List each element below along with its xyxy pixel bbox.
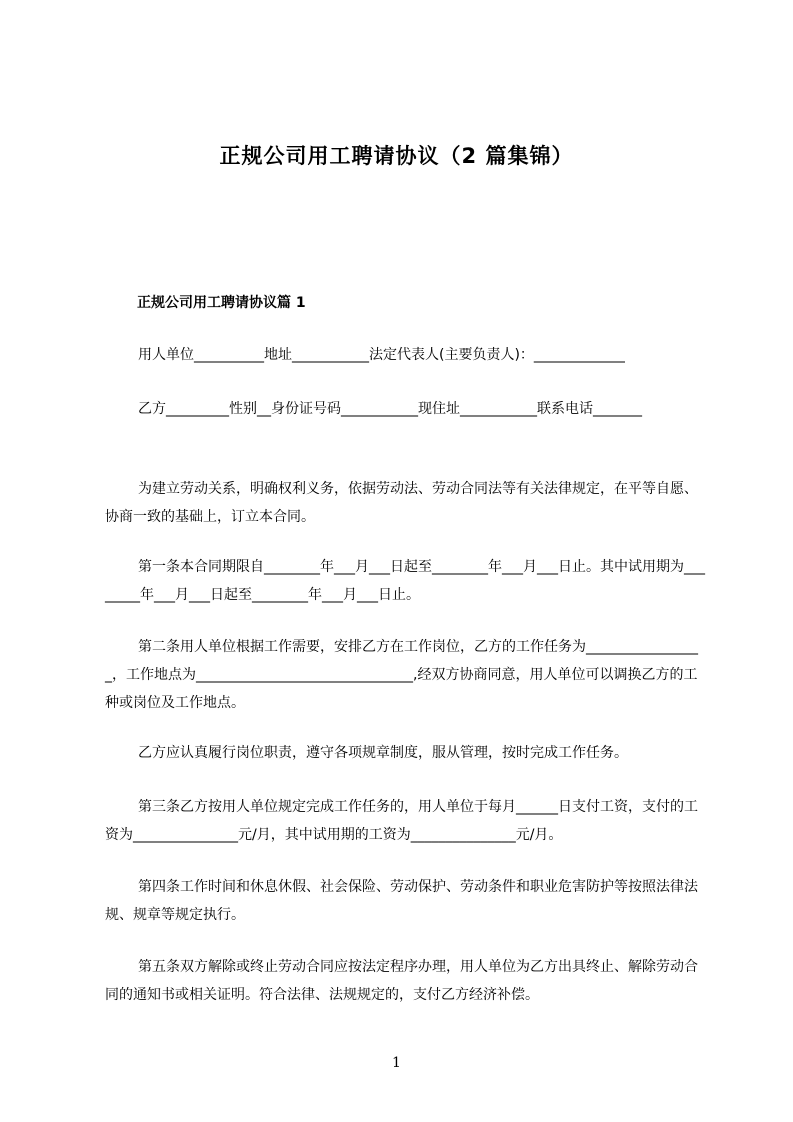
paragraph-parties: 用人单位__________地址___________法定代表人(主要负责人)：_____________ — [138, 347, 625, 363]
paragraph-preamble: 为建立劳动关系，明确权利义务，依据劳动法、劳动合同法等有关法律规定，在平等自愿、协商一致的基础上，订立本合同。 — [105, 481, 698, 525]
paragraph-party-b: 乙方_________性别__身份证号码___________现住址___________联系电话_______ — [138, 401, 642, 417]
paragraph-article-4: 第四条工作时间和休息休假、社会保险、劳动保护、劳动条件和职业危害防护等按照法律法规、规章等规定执行。 — [105, 879, 698, 923]
section-title: 正规公司用工聘请协议篇 1 — [137, 295, 306, 311]
paragraph-article-2: 第二条用人单位根据工作需要，安排乙方在工作岗位，乙方的工作任务为_________________，工作地点为_______________________________,经双方协商同意，用人单位可以调换乙方的工种或岗位及工作地点。 — [105, 639, 698, 711]
document-title: 正规公司用工聘请协议（2 篇集锦） — [219, 144, 574, 168]
paragraph-duties: 乙方应认真履行岗位职责，遵守各项规章制度，服从管理，按时完成工作任务。 — [138, 745, 628, 761]
paragraph-article-1: 第一条本合同期限自________年___月___日起至________年___月___日止。其中试用期为________年___月___日起至________年___月___日止。 — [105, 559, 705, 603]
paragraph-article-3: 第三条乙方按用人单位规定完成工作任务的，用人单位于每月______日支付工资，支付的工资为_______________元/月，其中试用期的工资为_______________元/月。 — [105, 799, 698, 843]
page-number: 1 — [392, 1055, 401, 1071]
paragraph-article-5: 第五条双方解除或终止劳动合同应按法定程序办理，用人单位为乙方出具终止、解除劳动合同的通知书或相关证明。符合法律、法规规定的，支付乙方经济补偿。 — [105, 959, 698, 1003]
